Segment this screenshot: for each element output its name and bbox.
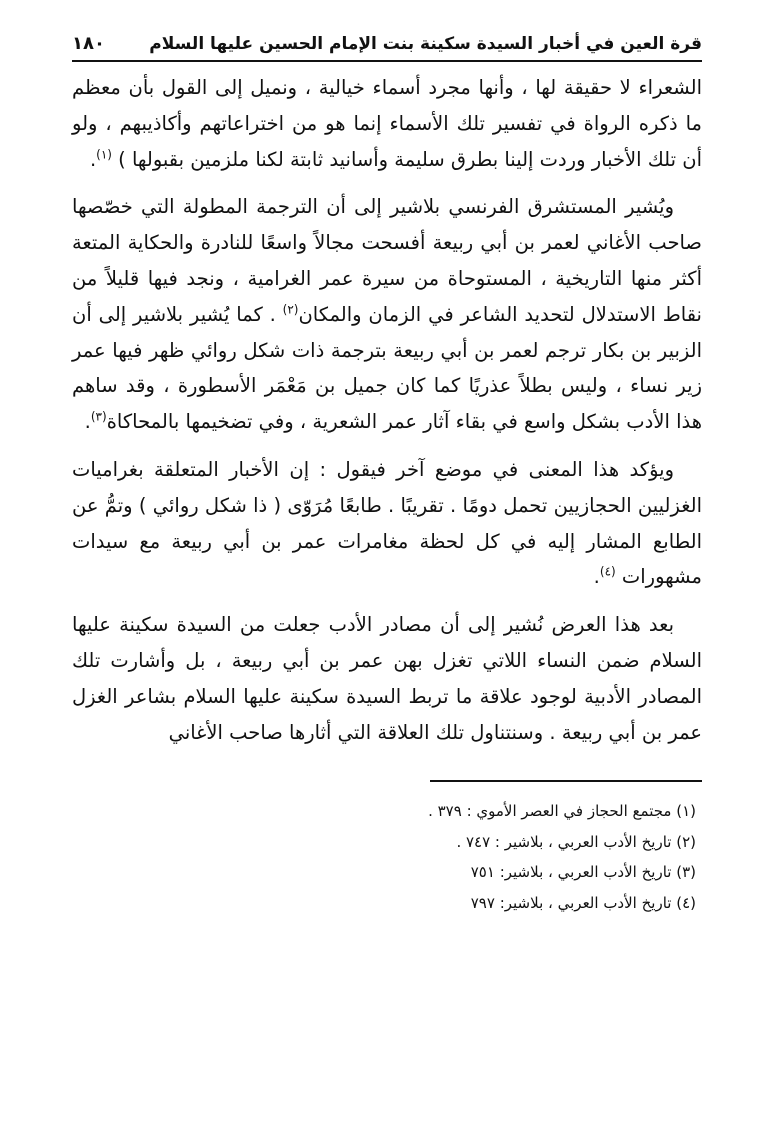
paragraph-tail: . — [84, 410, 91, 434]
paragraph-3 — [72, 452, 702, 595]
paragraph-tail: . — [89, 147, 97, 171]
book-page — [72, 28, 702, 1108]
paragraph-1 — [72, 70, 702, 177]
footnote-divider — [430, 780, 702, 782]
footnote-1: (١) مجتمع الحجاز في العصر الأموي : ٣٧٩ . — [428, 802, 696, 821]
paragraph-2 — [72, 189, 702, 440]
body-text — [72, 70, 702, 750]
paragraph-text: الشعراء لا حقيقة لها ، وأنها مجرد أسماء خيالية ، ونميل إلى القول بأن معظم ما ذكره الرواة في تفسير تلك الأسماء إنما هو من اختراعاتهم وأكاذيبهم ، ولو أن تلك الأخبار وردت إلينا بطرق سليمة وأسانيد ثابتة لكنا ملزمين بقبولها ) — [72, 76, 702, 171]
paragraph-text: ويؤكد هذا المعنى في موضع آخر فيقول : إن الأخبار المتعلقة بغراميات الغزليين الحجازيين تحمل دومًا . تقريبًا . طابعًا مُرَوّى ( ذا شكل روائي ) وتمُّ عن الطابع المشار إليه في كل لحظة مغامرات عمر بن أبي ربيعة مع سيدات مشهورات — [72, 457, 702, 589]
footnote-4: (٤) تاريخ الأدب العربي ، بلاشير: ٧٩٧ — [470, 893, 696, 912]
paragraph-4 — [72, 607, 702, 750]
paragraph-text-continued: . كما يُشير بلاشير إلى أن الزبير بن بكار ترجم لعمر بن أبي ربيعة بترجمة ذات شكل روائي ظهر فيها عمر زير نساء ، وليس بطلاً عذريًا كما كان جميل بن مَعْمَر الأسطورة ، وقد ساهم هذا الأدب بشكل واسع في بقاء آثار عمر الشعرية ، وفي تضخيمها بالمحاكاة — [72, 302, 702, 434]
running-title: قرة العين في أخبار السيدة سكينة بنت الإمام الحسين عليها السلام — [149, 34, 702, 54]
footnote-ref: (٣) — [90, 409, 107, 424]
footnote-ref: (٤) — [599, 564, 616, 579]
footnote-2: (٢) تاريخ الأدب العربي ، بلاشير : ٧٤٧ . — [456, 832, 696, 851]
footnote-ref: (٢) — [282, 302, 299, 317]
paragraph-tail: . — [593, 565, 600, 589]
footnote-ref: (١) — [96, 147, 112, 162]
page-number: ١٨٠ — [72, 33, 105, 54]
footnote-3: (٣) تاريخ الأدب العربي ، بلاشير: ٧٥١ — [470, 863, 696, 882]
footnotes — [72, 796, 702, 918]
paragraph-text: بعد هذا العرض نُشير إلى أن مصادر الأدب جعلت من السيدة سكينة عليها السلام ضمن النساء اللاتي تغزل بهن عمر بن أبي ربيعة ، بل وأشارت تلك المصادر الأدبية لوجود علاقة ما تربط السيدة سكينة عليها السلام بشاعر الغزل عمر بن أبي ربيعة . وسنتناول تلك العلاقة التي أثارها صاحب الأغاني — [72, 613, 702, 744]
page-header — [72, 28, 702, 62]
paragraph-text: ويُشير المستشرق الفرنسي بلاشير إلى أن الترجمة المطولة التي خصّصها صاحب الأغاني لعمر بن أبي ربيعة أفسحت مجالاً واسعًا للنادرة والحكاية المتعة أكثر منها التاريخية ، المستوحاة من سيرة عمر الغرامية ، ونجد فيها قليلاً من نقاط الاستدلال لتحديد الشاعر في الزمان والمكان — [72, 195, 702, 326]
